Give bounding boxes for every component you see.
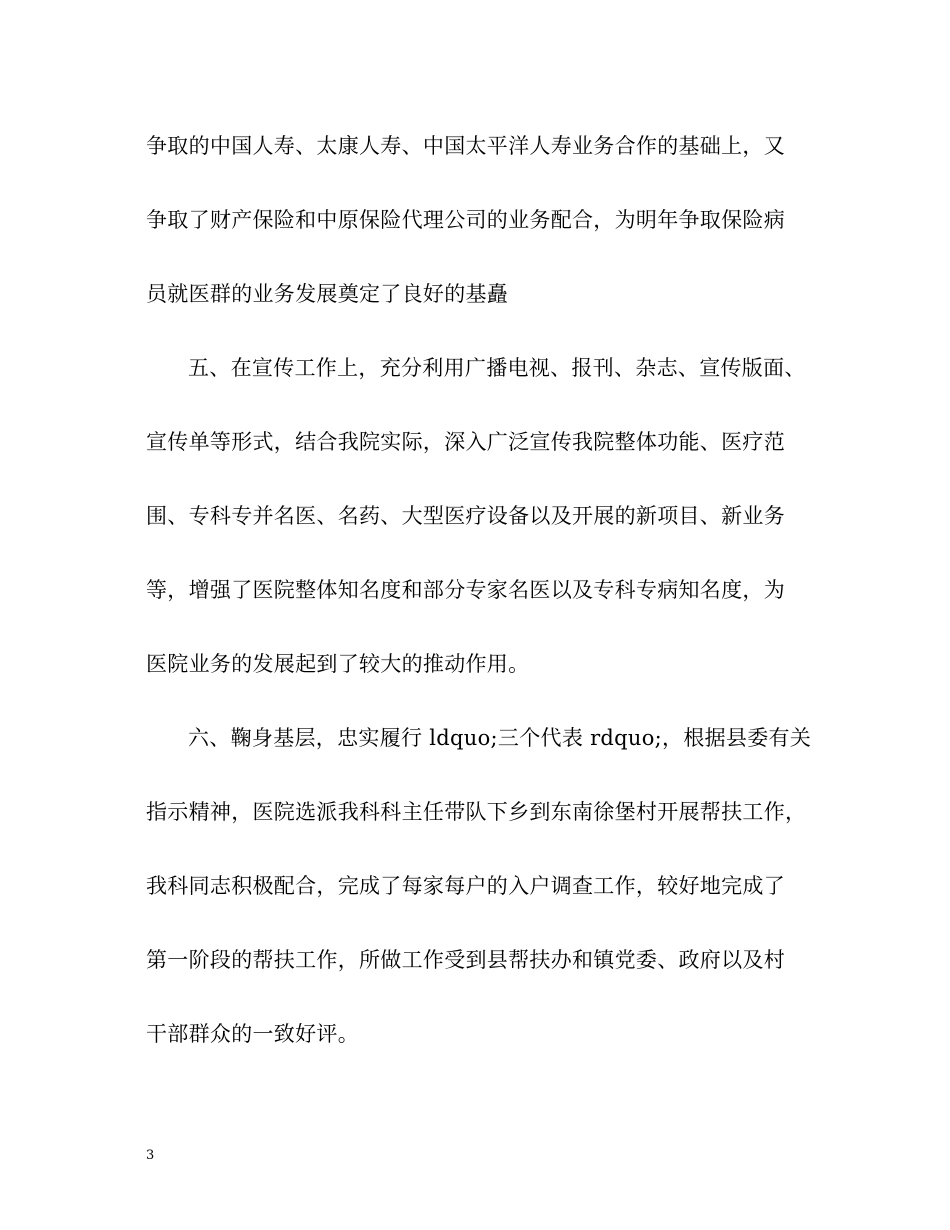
text-line: 员就医群的业务发展奠定了良好的基矗	[146, 282, 509, 306]
text-line: 指示精神，医院选派我科科主任带队下乡到东南徐堡村开展帮扶工作，	[146, 800, 807, 824]
text-line: 第一阶段的帮扶工作，所做工作受到县帮扶办和镇党委、政府以及村	[146, 948, 785, 972]
paragraph-start-line: 五、在宣传工作上，充分利用广播电视、报刊、杂志、宣传版面、	[188, 356, 806, 380]
text-line: 争取了财产保险和中原保险代理公司的业务配合，为明年争取保险病	[146, 208, 785, 232]
text-line: 宣传单等形式，结合我院实际，深入广泛宣传我院整体功能、医疗范	[146, 430, 785, 454]
text-line: 干部群众的一致好评。	[146, 1022, 359, 1046]
page-number: 3	[146, 1148, 155, 1163]
text-line: 我科同志积极配合，完成了每家每户的入户调查工作，较好地完成了	[146, 874, 785, 898]
text-line: 等，增强了医院整体知名度和部分专家名医以及专科专病知名度，为	[146, 578, 785, 602]
text-line: 医院业务的发展起到了较大的推动作用。	[146, 652, 530, 676]
text-line: 争取的中国人寿、太康人寿、中国太平洋人寿业务合作的基础上，又	[146, 134, 785, 158]
paragraph-start-line: 六、鞠身基层，忠实履行 ldquo;三个代表 rdquo;，根据县委有关	[188, 726, 812, 750]
text-line: 围、专科专并名医、名药、大型医疗设备以及开展的新项目、新业务	[146, 504, 785, 528]
